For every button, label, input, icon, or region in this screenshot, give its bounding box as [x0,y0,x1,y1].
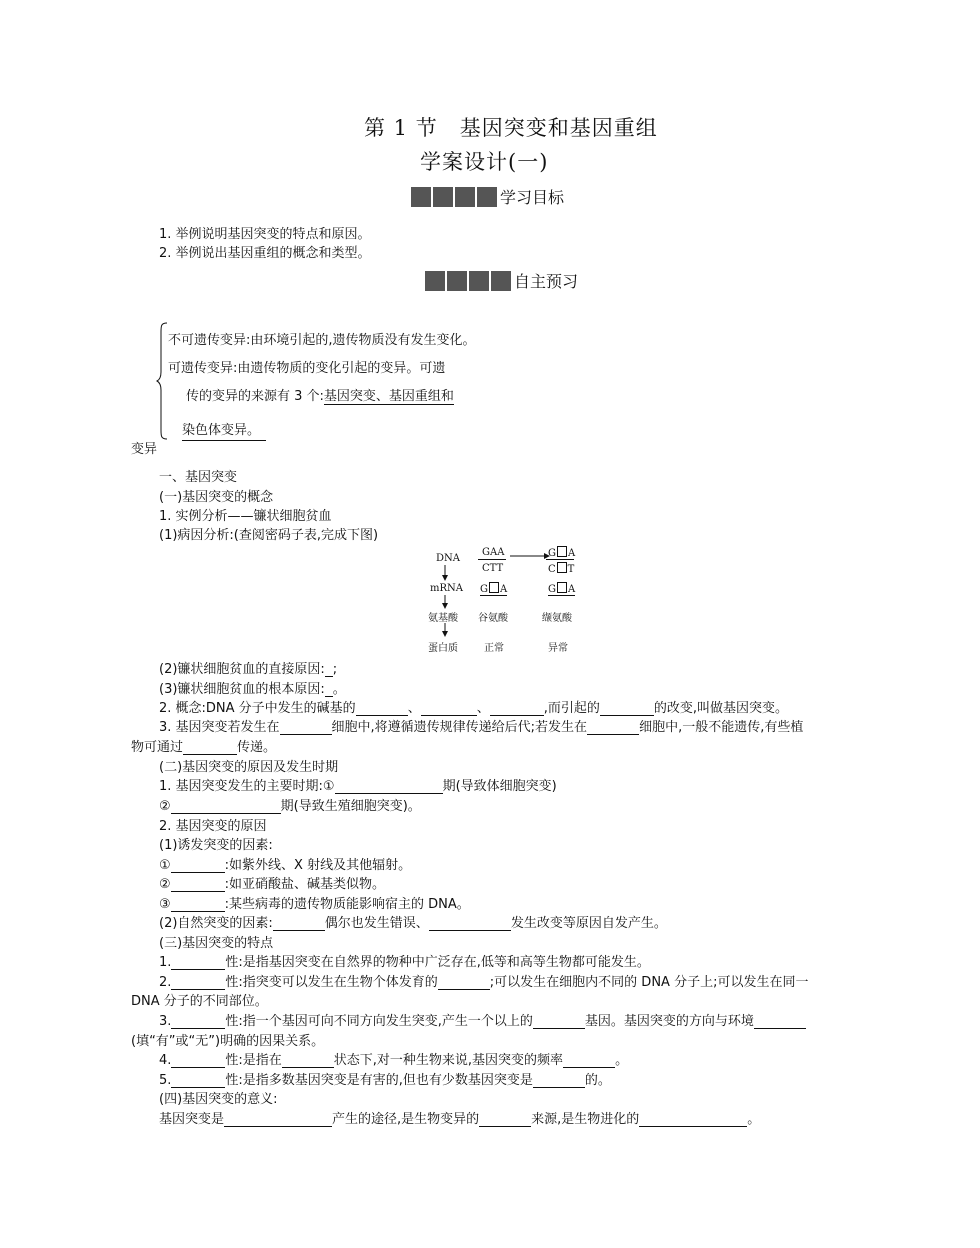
text-line [159,971,808,990]
text-line [159,795,421,814]
arrow-right-icon [510,551,550,561]
answer-blank[interactable] [273,916,325,931]
text-line [159,912,667,931]
text-line [159,1010,806,1029]
text-segment: 发生改变等原因自发产生。 [510,916,667,931]
answer-blank[interactable] [754,1014,806,1029]
subheading: (三)基因突变的特点 [159,936,274,951]
diagram-codon [548,562,574,575]
answer-blank[interactable] [171,1053,225,1068]
diagram-label: mRNA [430,583,463,594]
page-subtitle: 学案设计(一) [420,150,549,174]
text-segment: 的。 [584,1073,611,1088]
text-line [159,1049,628,1068]
text-line [159,658,337,677]
diagram-label: 正常 [484,643,504,654]
text-line [159,1069,611,1088]
text-segment: ② [159,877,171,892]
text-segment: 传递。 [237,740,277,755]
answer-blank[interactable] [282,1053,334,1068]
heading-block-decoration [411,187,497,207]
text-line [159,678,346,697]
diagram-label: 氨基酸 [428,613,458,624]
text-segment: (3)镰状细胞贫血的根本原因: [159,682,325,697]
curly-brace-icon [156,322,168,440]
answer-blank[interactable] [280,720,332,735]
diagram-label: 蛋白质 [428,643,458,654]
answer-blank[interactable] [335,779,443,794]
text-segment: 3. 基因突变若发生在 [159,720,280,735]
base: C [548,564,556,575]
text-segment: :如紫外线、X 射线及其他辐射。 [224,858,412,873]
arrow-down-icon [442,595,448,609]
text-segment: 、 [476,701,490,716]
text-line: (填“有”或“无”)明确的因果关系。 [131,1034,325,1049]
heading: 一、基因突变 [159,470,238,485]
text-segment: 传的变异的来源有 3 个: [186,389,324,404]
blank-box [489,582,499,593]
base: A [500,584,508,595]
text-segment: 性:是指多数基因突变是有害的,但也有少数基因突变是 [225,1073,533,1088]
answer-blank[interactable] [587,720,639,735]
arrow-down-icon [442,565,448,581]
text-segment: (2)自然突变的因素: [159,916,273,931]
text-segment: ; [332,662,338,677]
variation-line: 染色体变异。 [182,419,266,441]
text-segment: ① [159,858,171,873]
text-segment: 性:指突变可以发生在生物个体发育的 [225,975,438,990]
subheading: (二)基因突变的原因及发生时期 [159,760,339,775]
text-segment: 期(导致体细胞突变) [442,779,557,794]
diagram-label: DNA [436,553,460,564]
text-line [159,697,788,716]
answer-blank[interactable] [600,701,654,716]
section-heading-goals [411,185,564,208]
diagram-codon: GAA [482,547,505,558]
goal-item: 2. 举例说出基因重组的概念和类型。 [159,246,371,261]
variation-line: 可遗传变异:由遗传物质的变化引起的变异。可遗 [168,361,446,376]
page-title: 第 1 节 基因突变和基因重组 [364,116,658,140]
text-segment: 2. [159,975,172,990]
answer-blank[interactable] [356,701,408,716]
section-label: 学习目标 [500,188,565,207]
text-segment: 的改变,叫做基因突变。 [653,701,788,716]
section-heading-preview [425,269,578,292]
text-segment: 来源,是生物进化的 [531,1112,640,1127]
answer-blank[interactable] [429,916,511,931]
text-line [159,716,803,735]
variation-line: 不可遗传变异:由环境引起的,遗传物质没有发生变化。 [168,333,476,348]
arrow-down-icon [442,623,448,637]
text-line [159,854,411,873]
text-segment: ;可以发生在细胞内不同的 DNA 分子上;可以发生在同一 [489,975,809,990]
text-segment: ③ [159,897,171,912]
base: A [568,584,576,595]
text-line: 1. 实例分析——镰状细胞贫血 [159,509,332,524]
base: T [567,564,575,575]
answer-blank[interactable] [171,858,225,873]
text-segment: ② [159,799,171,814]
base: G [480,584,488,595]
text-line: (1)病因分析:(查阅密码子表,完成下图) [159,528,379,543]
answer-blank[interactable] [224,1112,332,1127]
text-segment: 物可通过 [131,740,184,755]
text-line [159,775,557,794]
answer-blank[interactable] [490,701,544,716]
text-line [159,951,650,970]
text-line: 2. 基因突变的原因 [159,819,267,834]
answer-blank[interactable] [325,662,333,677]
text-segment: (2)镰状细胞贫血的直接原因: [159,662,325,677]
divider [546,559,574,560]
base: A [568,548,576,559]
text-segment: 性:是指在 [225,1053,282,1068]
text-segment: 基因突变是 [159,1112,225,1127]
blank-box [557,546,567,557]
section-label: 自主预习 [514,272,579,291]
blank-box [557,582,567,593]
base: G [548,584,556,595]
text-segment: 产生的途径,是生物变异的 [332,1112,480,1127]
text-segment: 细胞中,一般不能遗传,有些植 [639,720,804,735]
answer-blank[interactable] [171,1073,225,1088]
diagram-codon [548,546,575,559]
heading-block-decoration [425,271,511,291]
base: G [548,548,556,559]
text-segment: 1. 基因突变发生的主要时期:① [159,779,335,794]
answer-underlined: 基因突变、基因重组和 [323,389,454,404]
answer-blank[interactable] [533,1014,585,1029]
answer-blank[interactable] [563,1053,615,1068]
answer-blank[interactable] [171,1014,225,1029]
text-line [131,736,276,755]
text-segment: 5. [159,1073,172,1088]
text-segment: 性:指一个基因可向不同方向发生突变,产生一个以上的 [225,1014,533,1029]
answer-blank[interactable] [438,975,490,990]
text-segment: 2. 概念:DNA 分子中发生的碱基的 [159,701,356,716]
text-segment: 、 [407,701,421,716]
answer-blank[interactable] [171,975,225,990]
answer-blank[interactable] [533,1073,585,1088]
diagram-codon [480,582,507,596]
diagram-codon: CTT [482,563,504,574]
answer-blank[interactable] [183,740,237,755]
text-segment: 4. [159,1053,172,1068]
subheading: (一)基因突变的概念 [159,490,274,505]
text-segment: :某些病毒的遗传物质能影响宿主的 DNA。 [224,897,470,912]
text-line: (1)诱发突变的因素: [159,838,273,853]
diagram-label: 缬氨酸 [542,613,572,624]
answer-blank[interactable] [639,1112,747,1127]
answer-blank[interactable] [171,877,225,892]
diagram-label: 异常 [548,643,568,654]
answer-blank[interactable] [171,799,281,814]
text-segment: 基因。基因突变的方向与环境 [584,1014,754,1029]
variation-line [186,385,454,404]
blank-box [557,562,567,573]
text-segment: :如亚硝酸盐、碱基类似物。 [224,877,386,892]
text-line [159,1108,760,1127]
text-segment: 细胞中,将遵循遗传规律传递给后代;若发生在 [331,720,588,735]
text-segment: 状态下,对一种生物来说,基因突变的频率 [333,1053,564,1068]
answer-blank[interactable] [479,1112,531,1127]
text-segment: 1. [159,955,172,970]
goal-item: 1. 举例说明基因突变的特点和原因。 [159,227,371,242]
text-line [159,873,385,892]
text-segment: 3. [159,1014,172,1029]
text-segment: 性:是指基因突变在自然界的物种中广泛存在,低等和高等生物都可能发生。 [225,955,650,970]
text-segment: 。 [332,682,346,697]
diagram-label: 谷氨酸 [478,613,508,624]
text-line [159,893,470,912]
codon-diagram [430,545,590,655]
answer-blank[interactable] [325,682,333,697]
text-segment: 。 [747,1112,761,1127]
text-segment: 偶尔也发生错误、 [324,916,429,931]
text-segment: ,而引起的 [543,701,600,716]
text-segment: 。 [615,1053,629,1068]
variation-label: 变异 [131,442,158,457]
answer-blank[interactable] [171,955,225,970]
answer-blank[interactable] [421,701,477,716]
diagram-codon [548,582,575,596]
answer-blank[interactable] [171,897,225,912]
text-segment: 期(导致生殖细胞突变)。 [280,799,421,814]
divider [478,559,506,560]
subheading: (四)基因突变的意义: [159,1092,278,1107]
text-line: DNA 分子的不同部位。 [131,994,268,1009]
